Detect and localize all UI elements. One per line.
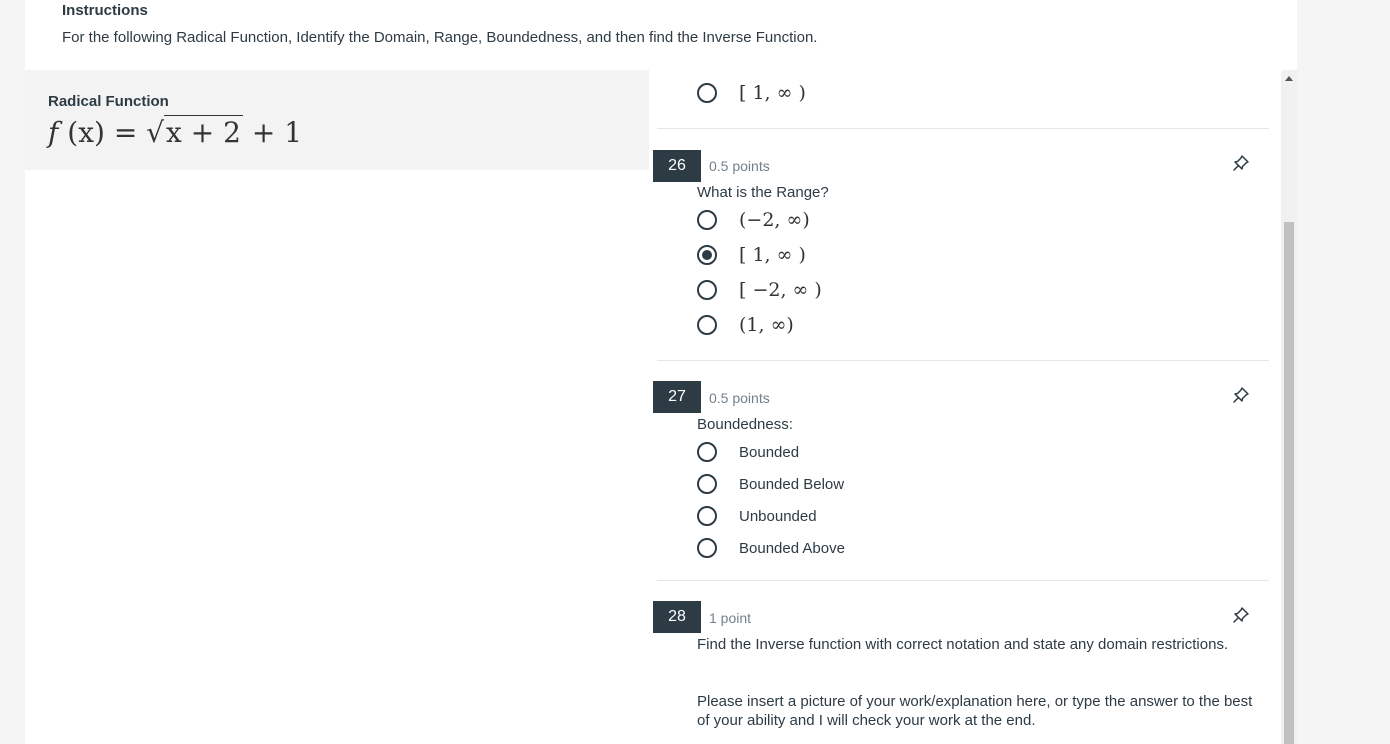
question-number: 26 <box>653 150 701 182</box>
instructions-title: Instructions <box>62 2 148 19</box>
radio-button[interactable] <box>697 210 717 230</box>
formula-equals: = <box>113 116 138 149</box>
radio-button[interactable] <box>697 83 717 103</box>
question-prompt: What is the Range? <box>697 184 829 201</box>
option-label: Bounded Below <box>739 475 845 493</box>
question-number: 27 <box>653 381 701 413</box>
instructions-panel <box>25 0 1297 70</box>
question-points: 0.5 points <box>709 158 770 174</box>
radical-sign-icon: √ <box>146 116 165 149</box>
stimulus-title: Radical Function <box>48 93 169 110</box>
pin-icon[interactable] <box>1231 153 1251 173</box>
questions-pane[interactable] <box>653 70 1280 744</box>
stimulus-box <box>25 70 649 170</box>
answer-option[interactable] <box>697 439 799 465</box>
radio-button[interactable] <box>697 538 717 558</box>
scroll-up-arrow-icon[interactable] <box>1285 76 1293 81</box>
question-points: 0.5 points <box>709 390 770 406</box>
answer-option[interactable] <box>697 535 845 561</box>
formula-tail: + 1 <box>251 116 303 149</box>
pin-icon[interactable] <box>1231 385 1251 405</box>
question-divider <box>657 580 1269 581</box>
radio-button[interactable] <box>697 280 717 300</box>
radio-button[interactable] <box>697 506 717 526</box>
square-root <box>146 116 243 149</box>
option-label: (−2, ∞) <box>739 209 810 231</box>
option-label: Bounded Above <box>739 539 845 557</box>
instructions-text: For the following Radical Function, Identify the Domain, Range, Boundedness, and then find the Inverse Function. <box>62 29 818 46</box>
formula-radicand: x + 2 <box>166 116 241 149</box>
pin-icon[interactable] <box>1231 605 1251 625</box>
stimulus-pane <box>25 70 649 744</box>
option-label: [ −2, ∞ ) <box>739 279 822 301</box>
option-label: Bounded <box>739 443 800 461</box>
question-divider <box>657 128 1269 129</box>
radio-button[interactable] <box>697 442 717 462</box>
option-label: [ 1, ∞ ) <box>739 244 806 266</box>
questions-scrollbar[interactable] <box>1281 70 1297 744</box>
radical-function-formula <box>48 116 302 149</box>
question-number: 28 <box>653 601 701 633</box>
option-label: Unbounded <box>739 507 817 525</box>
formula-argument: (x) <box>67 116 105 149</box>
radio-button-checked[interactable] <box>697 245 717 265</box>
answer-option[interactable] <box>697 312 794 338</box>
question-prompt-instructions: Please insert a picture of your work/explanation here, or type the answer to the best of your ability and I will check your work at the end. <box>697 693 1253 729</box>
option-label: (1, ∞) <box>739 314 794 336</box>
option-label: [ 1, ∞ ) <box>739 82 806 104</box>
answer-option[interactable] <box>697 503 817 529</box>
answer-option[interactable] <box>697 80 806 106</box>
question-prompt: Boundedness: <box>697 416 793 433</box>
answer-option-selected[interactable] <box>697 242 806 268</box>
formula-function-name: f <box>48 116 59 149</box>
answer-option[interactable] <box>697 277 822 303</box>
quiz-page <box>25 0 1297 744</box>
answer-option[interactable] <box>697 207 810 233</box>
radio-button[interactable] <box>697 474 717 494</box>
question-divider <box>657 360 1269 361</box>
answer-option[interactable] <box>697 471 844 497</box>
radio-button[interactable] <box>697 315 717 335</box>
scrollbar-thumb[interactable] <box>1284 222 1294 744</box>
question-points: 1 point <box>709 610 752 626</box>
question-prompt: Find the Inverse function with correct notation and state any domain restrictions. <box>697 636 1229 653</box>
